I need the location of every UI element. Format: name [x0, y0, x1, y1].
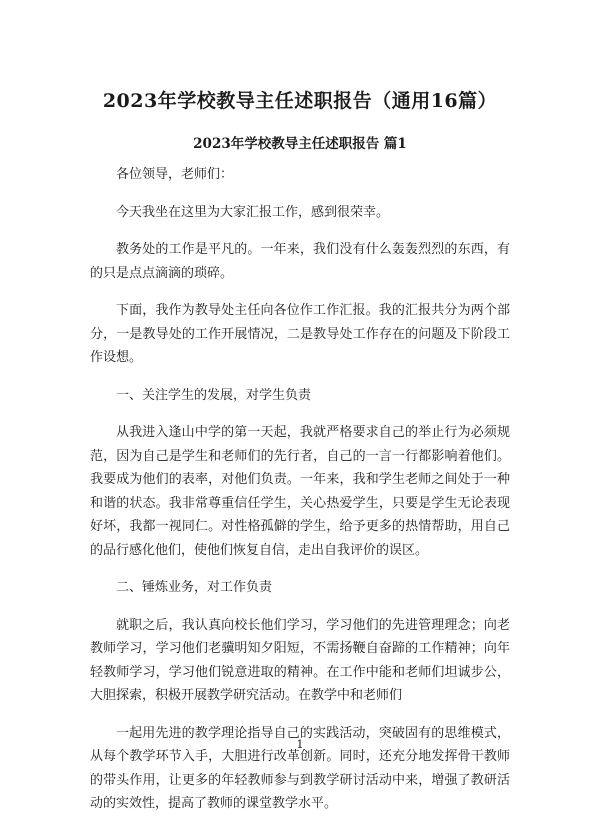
paragraph: 教务处的工作是平凡的。一年来，我们没有什么轰轰烈烈的东西，有的只是点点滴滴的琐碎。: [90, 242, 510, 281]
paragraph: 今天我坐在这里为大家汇报工作，感到很荣幸。: [116, 204, 390, 220]
paragraph: 一起用先进的教学理论指导自己的实践活动，突破固有的思维模式，从每个教学环节入手，大胆进行改革创新。同时，还充分地发挥骨干教师的带头作用，让更多的年轻教师参与到教学研讨活动中来，增强了教研活动的实效性，提高了教师的课堂教学水平。: [90, 725, 510, 811]
section-title: 2023年学校教导主任述职报告 篇1: [193, 136, 407, 152]
section-heading: 一、关注学生的发展，对学生负责: [116, 387, 312, 403]
document-body: [90, 163, 510, 830]
section-heading: 二、锤炼业务，对工作负责: [116, 580, 273, 595]
paragraph: 就职之后，我认真向校长他们学习，学习他们的先进管理理念；向老教师学习，学习他们老骥明知夕阳短，不需扬鞭自奋蹄的工作精神；向年轻教师学习，学习他们锐意进取的精神。在工作中能和老师们坦诚步公，大胆探索，积极开展教学研究活动。在教学中和老师们: [90, 617, 510, 703]
paragraph: 下面，我作为教导处主任向各位作工作汇报。我的汇报共分为两个部分，一是教导处的工作开展情况，二是教导处工作存在的问题及下阶段工作设想。: [90, 303, 510, 365]
document-title: 2023年学校教导主任述职报告（通用16篇）: [102, 90, 498, 112]
page-number: 1: [296, 738, 304, 751]
paragraph: 从我进入逢山中学的第一天起，我就严格要求自己的举止行为必须规范，因为自己是学生和老师们的先行者，自己的一言一行都影响着他们。我要成为他们的表率，对他们负责。一年来，我和学生老师之间处于一种和谐的状态。我非常尊重信任学生，关心热爱学生，只要是学生无论表现好坏，我都一视同仁。对性格孤僻的学生，给予更多的热情帮助，用自己的品行感化他们，使他们恢复自信，走出自我评价的误区。: [90, 425, 510, 558]
paragraph-salutation: 各位领导，老师们：: [116, 167, 234, 182]
